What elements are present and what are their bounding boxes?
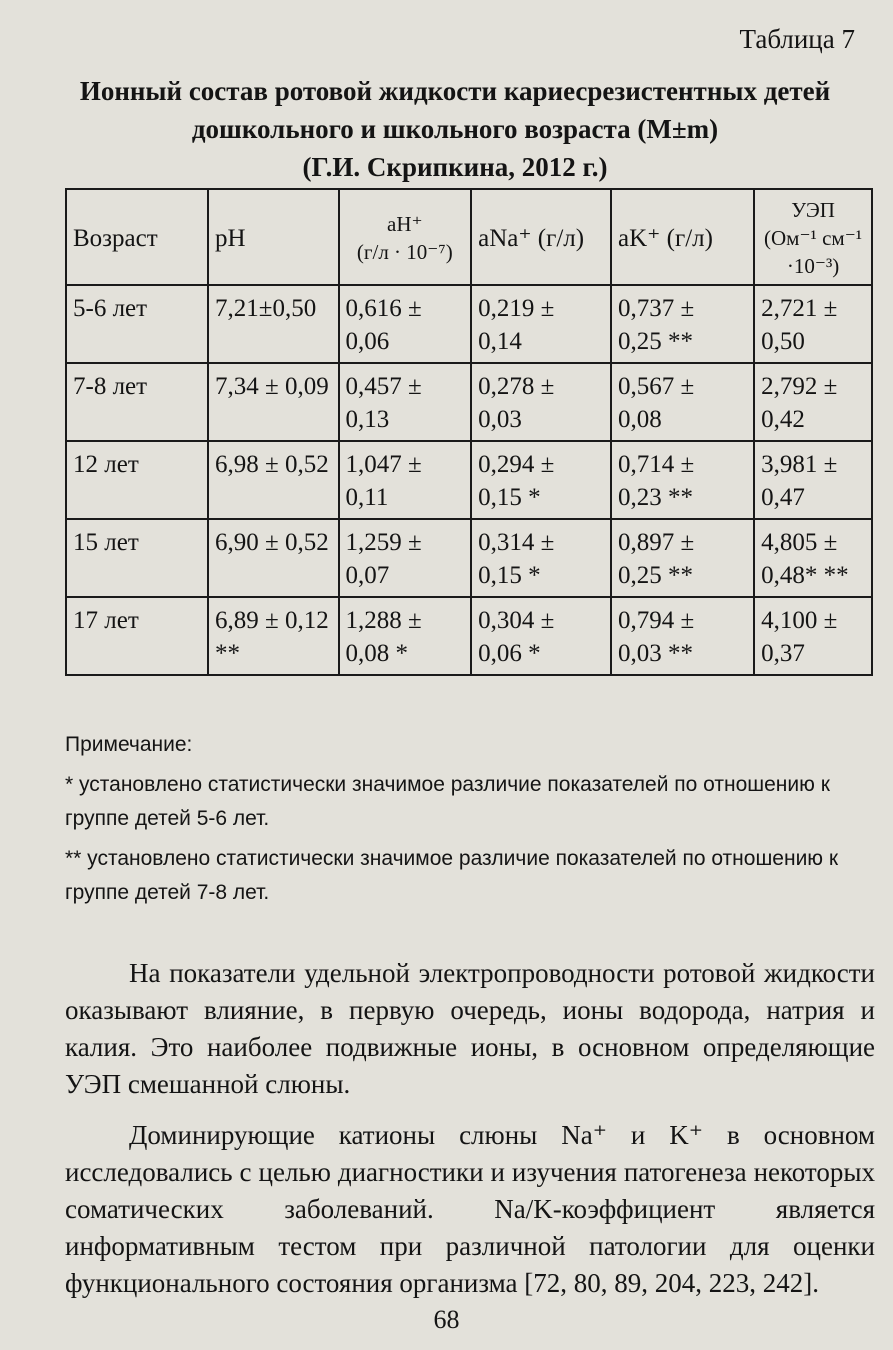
cell-value: 1,047 ± (345, 451, 422, 478)
cell-value: 0,278 ± (478, 373, 555, 400)
cell-value: 0,616 ± (345, 295, 422, 322)
cell-value: 2,792 ± (761, 373, 838, 400)
cell-value: 0,06 (345, 328, 390, 355)
cell-value: 6,90 ± 0,52 (215, 529, 329, 556)
cell-na (471, 441, 611, 519)
table-row (66, 597, 872, 675)
header-uep-main: УЭП (791, 198, 835, 222)
cell-value: 0,15 * (478, 484, 541, 511)
cell-na (471, 363, 611, 441)
cell-value: 4,805 ± (761, 529, 838, 556)
cell-value: 0,08 * (345, 640, 409, 667)
cell-ph (208, 285, 338, 363)
header-h (339, 189, 472, 285)
header-k: aK⁺ (г/л) (611, 189, 754, 285)
header-uep (754, 189, 872, 285)
cell-value: 0,567 ± (618, 373, 695, 400)
cell-uep (754, 285, 872, 363)
cell-h (339, 519, 472, 597)
cell-k (611, 441, 754, 519)
cell-age: 7-8 лет (66, 363, 208, 441)
cell-ph (208, 441, 338, 519)
cell-value: 0,03 ** (618, 640, 694, 667)
cell-k (611, 363, 754, 441)
header-uep-unit: (Ом⁻¹ см⁻¹ ·10⁻³) (764, 226, 863, 278)
cell-value: 1,259 ± (345, 529, 422, 556)
cell-h (339, 597, 472, 675)
cell-value: 0,42 (761, 406, 805, 433)
cell-value: 0,11 (345, 484, 389, 511)
cell-value: 7,21±0,50 (215, 295, 317, 322)
paragraph: Доминирующие катионы слюны Na⁺ и K⁺ в основном исследовались с целью диагностики и изучения патогенеза некоторых соматических заболеваний. Na/K-коэффициент является информативным тестом при различной патологии для оценки функционального состояния организма [72, 80, 89, 204, 223, 242]. (65, 1120, 875, 1298)
cell-na (471, 285, 611, 363)
cell-k (611, 519, 754, 597)
cell-value: 4,100 ± (761, 607, 838, 634)
header-h-main: aH⁺ (387, 212, 423, 236)
cell-ph (208, 597, 338, 675)
cell-k (611, 285, 754, 363)
cell-h (339, 285, 472, 363)
cell-value: 0,13 (345, 406, 390, 433)
table-row (66, 363, 872, 441)
table-title (60, 72, 850, 186)
cell-value: ** (215, 640, 241, 667)
cell-value: 0,794 ± (618, 607, 695, 634)
cell-value: 7,34 ± 0,09 (215, 373, 329, 400)
cell-value: 6,98 ± 0,52 (215, 451, 329, 478)
title-line: Ионный состав ротовой жидкости кариесрезистентных детей (79, 76, 831, 106)
cell-value: 0,314 ± (478, 529, 555, 556)
cell-age: 15 лет (66, 519, 208, 597)
cell-value: 3,981 ± (761, 451, 838, 478)
cell-age: 5-6 лет (66, 285, 208, 363)
cell-value: 0,48* ** (761, 562, 849, 589)
cell-na (471, 597, 611, 675)
note-item: * установлено статистически значимое различие показателей по отношению к группе детей 5-6 лет. (65, 773, 830, 830)
table-row (66, 519, 872, 597)
cell-value: 0,08 (618, 406, 662, 433)
table-row (66, 441, 872, 519)
cell-k (611, 597, 754, 675)
cell-h (339, 441, 472, 519)
header-ph: pH (208, 189, 338, 285)
cell-uep (754, 597, 872, 675)
title-line: (Г.И. Скрипкина, 2012 г.) (302, 152, 608, 182)
table-caption: Таблица 7 (739, 24, 855, 54)
cell-uep (754, 519, 872, 597)
cell-age: 17 лет (66, 597, 208, 675)
note-item: ** установлено статистически значимое различие показателей по отношению к группе детей 7-8 лет. (65, 847, 839, 904)
header-na: aNa⁺ (г/л) (471, 189, 611, 285)
cell-value: 0,25 ** (618, 562, 694, 589)
cell-value: 0,50 (761, 328, 805, 355)
cell-value: 0,23 ** (618, 484, 694, 511)
page-number: 68 (433, 1305, 460, 1334)
header-h-unit: (г/л · 10⁻⁷) (356, 240, 453, 264)
cell-value: 2,721 ± (761, 295, 838, 322)
notes-heading: Примечание: (65, 733, 193, 756)
cell-value: 0,25 ** (618, 328, 694, 355)
cell-value: 0,37 (761, 640, 805, 667)
cell-value: 0,294 ± (478, 451, 555, 478)
cell-value: 0,897 ± (618, 529, 695, 556)
cell-ph (208, 519, 338, 597)
cell-uep (754, 441, 872, 519)
body-text (65, 955, 875, 1316)
cell-value: 0,737 ± (618, 295, 695, 322)
cell-value: 0,07 (345, 562, 390, 589)
title-line: дошкольного и школьного возраста (M±m) (191, 114, 719, 144)
table-notes (65, 728, 875, 916)
paragraph: На показатели удельной электропроводности ротовой жидкости оказывают влияние, в первую очередь, ионы водорода, натрия и калия. Это наиболее подвижные ионы, в основном определяющие УЭП смешанной слюны. (65, 958, 875, 1099)
cell-value: 0,03 (478, 406, 522, 433)
cell-age: 12 лет (66, 441, 208, 519)
cell-na (471, 519, 611, 597)
cell-value: 0,15 * (478, 562, 541, 589)
cell-value: 0,457 ± (345, 373, 422, 400)
cell-uep (754, 363, 872, 441)
cell-value: 6,89 ± 0,12 (215, 607, 329, 634)
table-header-row (66, 189, 872, 285)
cell-value: 0,14 (478, 328, 522, 355)
table-row (66, 285, 872, 363)
cell-ph (208, 363, 338, 441)
cell-value: 0,47 (761, 484, 805, 511)
cell-value: 0,06 * (478, 640, 541, 667)
ion-composition-table (65, 188, 873, 676)
cell-value: 0,304 ± (478, 607, 555, 634)
cell-h (339, 363, 472, 441)
cell-value: 1,288 ± (345, 607, 422, 634)
cell-value: 0,219 ± (478, 295, 555, 322)
cell-value: 0,714 ± (618, 451, 695, 478)
header-age: Возраст (66, 189, 208, 285)
